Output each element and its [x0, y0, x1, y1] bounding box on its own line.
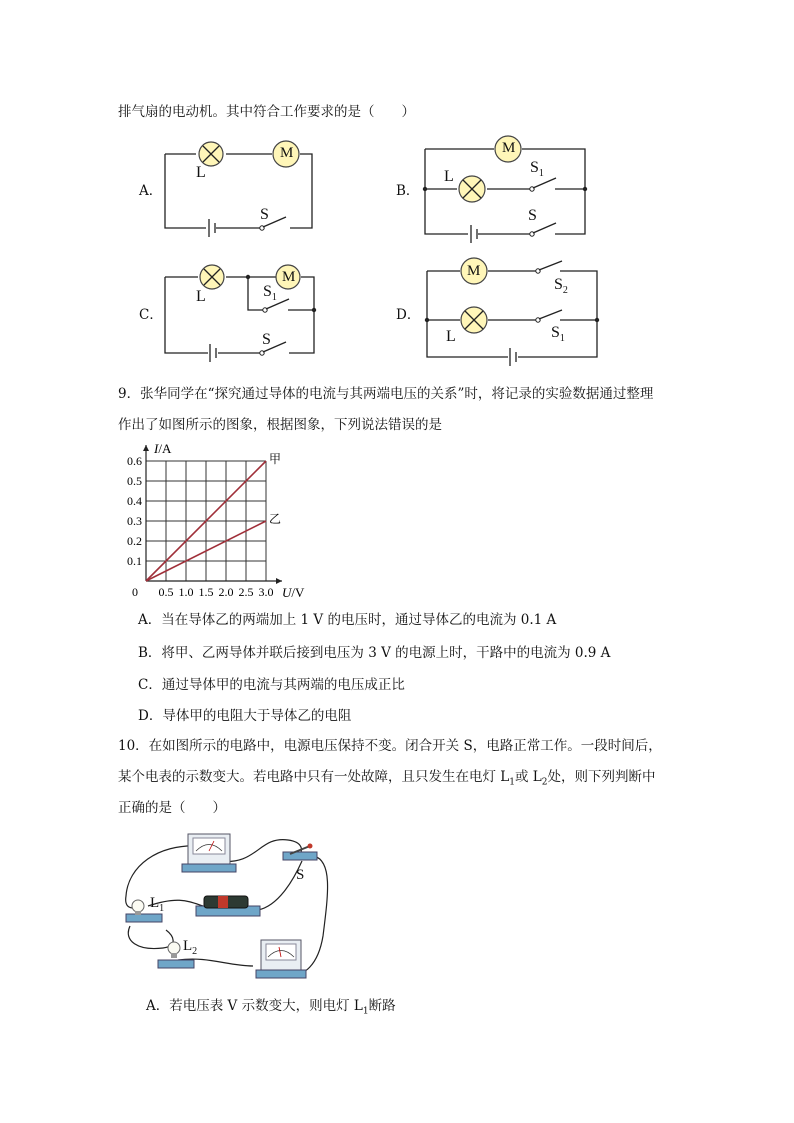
- option-b-label: B．: [396, 183, 420, 199]
- switch-s1-label: $S_1$: [530, 159, 544, 180]
- lamp-label: L: [196, 288, 206, 305]
- q9-option-c: C．通过导体甲的电流与其两端的电压成正比: [138, 677, 405, 693]
- motor-label: M: [282, 269, 296, 285]
- x-axis-label: U/V: [282, 585, 305, 600]
- q10-line1: 10．在如图所示的电路中，电源电压保持不变。闭合开关 S，电路正常工作。一段时间后，: [118, 738, 662, 754]
- option-c-label: C．: [139, 307, 163, 323]
- x-tick-label: 0.5: [158, 585, 174, 599]
- y-tick-label: 0.3: [127, 514, 142, 528]
- ammeter-icon: [256, 940, 306, 978]
- x-tick-label: 0: [132, 585, 138, 599]
- series-label: 甲: [269, 452, 282, 466]
- y-axis-label: I/A: [154, 441, 172, 456]
- switch-s1-label: $S_1$: [263, 283, 277, 304]
- switch-label: S: [528, 207, 537, 224]
- q9-line2: 作出了如图所示的图象，根据图象，下列说法错误的是: [118, 417, 442, 433]
- q9-option-d: D．导体甲的电阻大于导体乙的电阻: [138, 708, 352, 724]
- switch-s1-label: $S_1$: [551, 324, 565, 345]
- switch-s2-label: $S_2$: [554, 276, 568, 297]
- battery-icon: [196, 896, 260, 916]
- q9-line1: 9．张华同学在“探究通过导体的电流与其两端电压的关系”时，将记录的实验数据通过整理: [118, 386, 654, 402]
- y-tick-label: 0.2: [127, 534, 142, 548]
- q10-option-a: A．若电压表 V 示数变大，则电灯 $L_1$断路: [146, 998, 396, 1017]
- y-axis-arrow: [143, 445, 149, 451]
- q9-option-a: A．当在导体乙的两端加上 1 V 的电压时，通过导体乙的电流为 0.1 A: [138, 612, 557, 628]
- y-tick-label: 0.6: [127, 454, 142, 468]
- iu-chart: [110, 438, 310, 608]
- motor-label: M: [280, 145, 294, 161]
- x-tick-label: 2.5: [238, 585, 254, 599]
- y-tick-label: 0.5: [127, 474, 142, 488]
- motor-label: M: [467, 263, 481, 279]
- x-tick-label: 3.0: [258, 585, 274, 599]
- q8-text: 排气扇的电动机。其中符合工作要求的是（ ）: [118, 104, 415, 120]
- photo-switch-label: S: [296, 867, 305, 883]
- lamp-label: L: [196, 164, 206, 181]
- switch-label: S: [260, 206, 269, 223]
- lamp-label: L: [446, 328, 456, 345]
- q10-line2: 某个电表的示数变大。若电路中只有一处故障，且只发生在电灯 $L_1$或 $L_2$处，则下列判断中: [118, 769, 656, 788]
- x-tick-label: 2.0: [218, 585, 234, 599]
- circuit-d: [425, 258, 599, 366]
- voltmeter-icon: [182, 834, 236, 872]
- y-tick-label: 0.1: [127, 554, 142, 568]
- y-tick-label: 0.4: [127, 494, 142, 508]
- series-label: 乙: [269, 512, 282, 526]
- x-tick-label: 1.0: [178, 585, 194, 599]
- x-tick-label: 1.5: [198, 585, 214, 599]
- lamp-label: L: [444, 168, 454, 185]
- q9-option-b: B．将甲、乙两导体并联后接到电压为 3 V 的电源上时，干路中的电流为 0.9 A: [138, 645, 611, 661]
- x-axis-arrow: [276, 578, 282, 584]
- photo-l2-label: $L_2$: [183, 938, 198, 957]
- motor-label: M: [502, 140, 516, 156]
- photo-l1-label: $L_1$: [150, 895, 165, 914]
- option-a-label: A．: [139, 183, 163, 199]
- switch-label: S: [262, 331, 271, 348]
- option-d-label: D．: [396, 307, 421, 323]
- q10-line3: 正确的是（ ）: [118, 800, 226, 816]
